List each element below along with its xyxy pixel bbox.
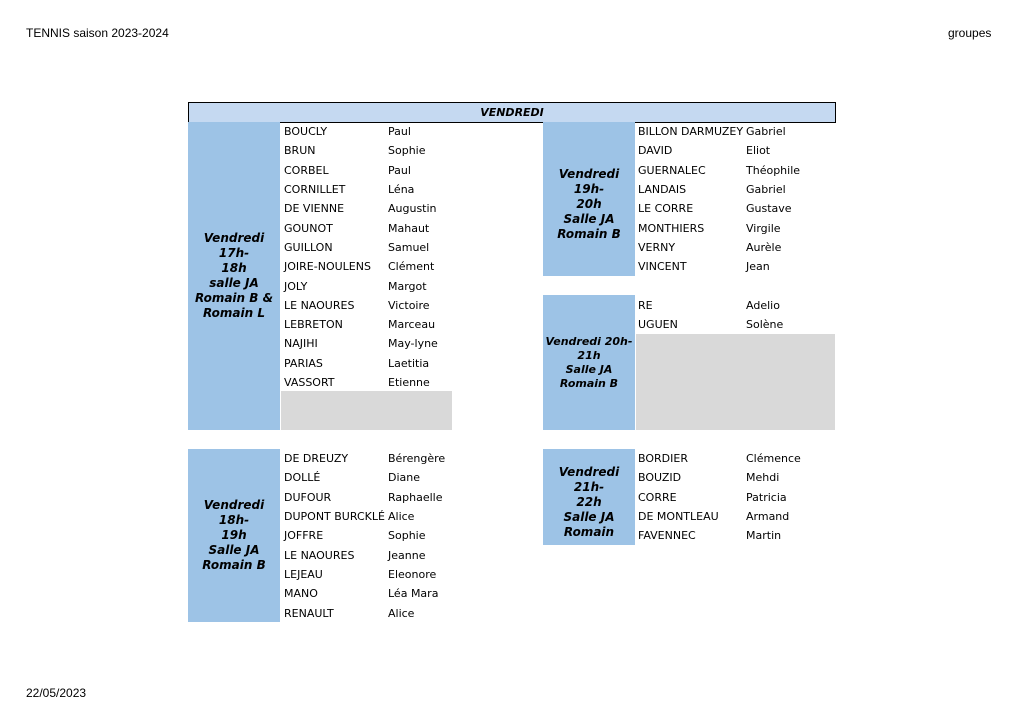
player-first-name: Jeanne xyxy=(388,548,426,562)
player-row xyxy=(284,565,445,584)
player-first-name: Diane xyxy=(388,471,421,485)
player-last-name: RENAULT xyxy=(284,606,334,620)
group-label: Vendredi 21h- 22h Salle JA Romain xyxy=(543,449,635,545)
player-row xyxy=(284,199,438,218)
player-row xyxy=(638,315,783,334)
player-row xyxy=(284,218,438,237)
player-last-name: LANDAIS xyxy=(638,183,687,197)
player-list xyxy=(638,296,783,335)
player-last-name: GUERNALEC xyxy=(638,163,706,177)
player-first-name: Solène xyxy=(746,318,784,332)
player-first-name: Gabriel xyxy=(746,183,786,197)
player-first-name: Gustave xyxy=(746,202,792,216)
player-last-name: UGUEN xyxy=(638,318,678,332)
player-row xyxy=(638,488,801,507)
player-row xyxy=(284,354,438,373)
player-first-name: Eleonore xyxy=(388,567,437,581)
player-row xyxy=(638,449,801,468)
document-title: TENNIS saison 2023-2024 xyxy=(26,26,169,40)
player-row xyxy=(284,449,445,468)
player-last-name: JOLY xyxy=(284,279,308,293)
player-first-name: Théophile xyxy=(746,163,801,177)
player-row xyxy=(638,218,800,237)
player-first-name: Laetitia xyxy=(388,356,430,370)
player-first-name: Victoire xyxy=(388,298,430,312)
player-list xyxy=(638,122,800,276)
player-last-name: LEBRETON xyxy=(284,318,343,332)
player-row xyxy=(284,545,445,564)
player-first-name: Bérengère xyxy=(388,452,446,466)
player-row xyxy=(284,161,438,180)
player-row xyxy=(638,180,800,199)
player-last-name: DE VIENNE xyxy=(284,202,345,216)
player-first-name: Clément xyxy=(388,260,435,274)
player-last-name: VASSORT xyxy=(284,376,335,389)
player-row xyxy=(638,238,800,257)
player-row xyxy=(284,122,438,141)
player-first-name: Jean xyxy=(746,260,770,274)
player-first-name: Samuel xyxy=(388,240,430,254)
player-last-name: DUFOUR xyxy=(284,490,332,504)
player-last-name: DUPONT BURCKLÉ xyxy=(284,510,385,524)
player-row xyxy=(284,315,438,334)
player-last-name: NAJIHI xyxy=(284,337,318,351)
player-first-name: Augustin xyxy=(388,202,437,216)
player-row xyxy=(284,603,445,622)
player-last-name: VERNY xyxy=(638,240,676,254)
player-row xyxy=(284,507,445,526)
player-last-name: GUILLON xyxy=(284,240,333,254)
player-row xyxy=(638,526,801,545)
footer-date: 22/05/2023 xyxy=(26,686,87,700)
player-first-name: Patricia xyxy=(746,490,787,504)
player-first-name: Marceau xyxy=(388,318,436,332)
player-first-name: Martin xyxy=(746,529,782,543)
player-first-name: Alice xyxy=(388,606,415,620)
player-first-name: Armand xyxy=(746,510,790,524)
empty-slot xyxy=(281,391,452,430)
player-row xyxy=(284,257,438,276)
player-row xyxy=(284,141,438,160)
player-row xyxy=(284,180,438,199)
player-first-name: Clémence xyxy=(746,452,801,466)
player-first-name: Léna xyxy=(388,183,415,197)
player-row xyxy=(638,507,801,526)
player-first-name: Paul xyxy=(388,125,411,139)
player-row xyxy=(284,334,438,353)
player-first-name: Mehdi xyxy=(746,471,780,485)
player-first-name: Sophie xyxy=(388,144,426,158)
player-last-name: FAVENNEC xyxy=(638,529,696,543)
player-row xyxy=(284,488,445,507)
player-last-name: LE CORRE xyxy=(638,202,694,216)
section-label: groupes xyxy=(948,26,992,40)
player-last-name: VINCENT xyxy=(638,260,687,274)
group-label: Vendredi 19h- 20h Salle JA Romain B xyxy=(543,122,635,276)
player-first-name: Alice xyxy=(388,510,415,524)
player-last-name: LEJEAU xyxy=(284,567,323,581)
player-list xyxy=(638,449,801,545)
player-row xyxy=(638,199,800,218)
player-first-name: Gabriel xyxy=(746,125,786,139)
player-first-name: Etienne xyxy=(388,376,430,389)
player-last-name: PARIAS xyxy=(284,356,323,370)
player-first-name: Aurèle xyxy=(746,240,782,254)
player-last-name: BRUN xyxy=(284,144,316,158)
player-row xyxy=(638,257,800,276)
group-label: Vendredi 20h- 21h Salle JA Romain B xyxy=(543,295,635,430)
player-last-name: DE DREUZY xyxy=(284,452,349,466)
group-label: Vendredi 17h- 18h salle JA Romain B & Romain L xyxy=(188,122,280,430)
player-row xyxy=(284,373,438,392)
empty-slot xyxy=(636,334,835,430)
player-row xyxy=(284,468,445,487)
player-last-name: RE xyxy=(638,299,653,313)
player-last-name: BOUZID xyxy=(638,471,682,485)
player-first-name: Virgile xyxy=(746,221,781,235)
player-first-name: Raphaelle xyxy=(388,490,443,504)
player-last-name: BORDIER xyxy=(638,452,688,466)
player-row xyxy=(284,296,438,315)
player-last-name: MONTHIERS xyxy=(638,221,705,235)
player-row xyxy=(638,296,783,315)
player-last-name: BILLON DARMUZEY xyxy=(638,125,744,139)
day-header: VENDREDI xyxy=(188,102,836,123)
player-last-name: DE MONTLEAU xyxy=(638,510,719,524)
player-first-name: Paul xyxy=(388,163,411,177)
player-last-name: GOUNOT xyxy=(284,221,333,235)
player-last-name: JOIRE-NOULENS xyxy=(284,260,371,274)
group-label: Vendredi 18h- 19h Salle JA Romain B xyxy=(188,449,280,622)
player-row xyxy=(638,122,800,141)
player-last-name: LE NAOURES xyxy=(284,548,355,562)
player-row xyxy=(638,161,800,180)
player-last-name: LE NAOURES xyxy=(284,298,355,312)
player-first-name: Mahaut xyxy=(388,221,430,235)
player-row xyxy=(284,238,438,257)
player-list xyxy=(284,122,438,392)
player-row xyxy=(284,276,438,295)
player-last-name: MANO xyxy=(284,587,318,601)
player-first-name: Sophie xyxy=(388,529,426,543)
player-row xyxy=(638,468,801,487)
player-last-name: DOLLÉ xyxy=(284,471,321,485)
player-last-name: BOUCLY xyxy=(284,125,328,139)
player-first-name: Margot xyxy=(388,279,427,293)
player-last-name: CORNILLET xyxy=(284,183,346,197)
player-last-name: CORRE xyxy=(638,490,677,504)
player-first-name: May-lyne xyxy=(388,337,438,351)
player-row xyxy=(284,584,445,603)
player-first-name: Adelio xyxy=(746,299,780,313)
player-last-name: CORBEL xyxy=(284,163,329,177)
player-last-name: DAVID xyxy=(638,144,673,158)
player-first-name: Léa Mara xyxy=(388,587,439,601)
player-last-name: JOFFRE xyxy=(284,529,324,543)
player-row xyxy=(284,526,445,545)
player-row xyxy=(638,141,800,160)
player-list xyxy=(284,449,445,623)
player-first-name: Eliot xyxy=(746,144,771,158)
